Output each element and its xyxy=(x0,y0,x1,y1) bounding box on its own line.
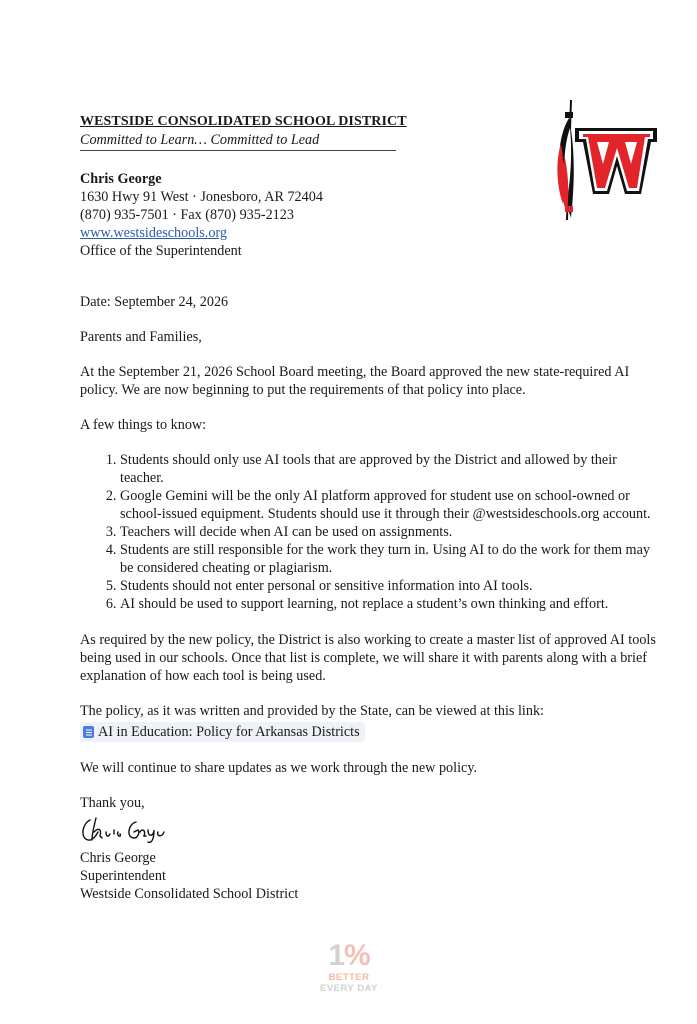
list-item: 1. Students should only use AI tools that are approved by the District and allowed by their teacher. xyxy=(120,451,660,487)
letter-body xyxy=(80,293,660,903)
policy-link-chip[interactable] xyxy=(80,722,365,742)
footer-number: 1 xyxy=(328,939,344,972)
sender-office: Office of the Superintendent xyxy=(80,243,242,259)
signature-org: Westside Consolidated School District xyxy=(80,886,299,903)
footer-better: BETTER xyxy=(328,972,370,983)
letter-date: Date: September 24, 2026 xyxy=(80,294,229,310)
closing: Thank you, xyxy=(80,795,145,812)
policy-line: The policy, as it was written and provided by the State, can be viewed at this link: xyxy=(80,703,544,719)
master-list-paragraph: As required by the new policy, the District is also working to create a master list of approved AI tools being used in our schools. Once that list is complete, we will share it with parents along with a brief explanation of how each tool is being used. xyxy=(80,632,656,684)
westside-w-feather-logo xyxy=(551,98,661,224)
footer-percent-sign: % xyxy=(344,939,370,972)
salutation: Parents and Families, xyxy=(80,329,202,345)
footer-one-percent xyxy=(310,940,388,972)
list-intro: A few things to know: xyxy=(80,417,207,433)
policy-link-label[interactable]: AI in Education: Policy for Arkansas Districts xyxy=(98,724,360,741)
better-every-day-logo xyxy=(310,940,388,994)
sender-block xyxy=(80,170,520,260)
sender-address: 1630 Hwy 91 West · Jonesboro, AR 72404 xyxy=(80,189,323,205)
website-link[interactable]: www.westsideschools.org xyxy=(80,225,227,241)
handwritten-signature xyxy=(78,814,168,844)
policy-link-paragraph xyxy=(80,702,660,742)
policy-points-list xyxy=(80,451,660,613)
footer-every-day: EVERY DAY xyxy=(319,983,378,994)
intro-paragraph: At the September 21, 2026 School Board meeting, the Board approved the new state-required AI policy. We are now beginning to put the requirements of that policy into place. xyxy=(80,364,630,398)
list-item: 5. Students should not enter personal or sensitive information into AI tools. xyxy=(120,577,660,595)
signature-title: Superintendent xyxy=(80,868,166,885)
sender-name: Chris George xyxy=(80,171,162,187)
document-icon xyxy=(83,726,94,738)
list-item: 3. Teachers will decide when AI can be used on assignments. xyxy=(120,523,660,541)
list-item: 6. AI should be used to support learning, not replace a student’s own thinking and effort. xyxy=(120,595,660,613)
updates-paragraph: We will continue to share updates as we work through the new policy. xyxy=(80,760,478,777)
district-name: WESTSIDE CONSOLIDATED SCHOOL DISTRICT xyxy=(80,114,407,129)
header-divider xyxy=(80,150,396,151)
letterhead xyxy=(80,113,520,260)
list-item: 4. Students are still responsible for the work they turn in. Using AI to do the work for them may be considered cheating or plagiarism. xyxy=(120,541,660,577)
signature-name: Chris George xyxy=(80,850,156,867)
district-motto: Committed to Learn… Committed to Lead xyxy=(80,132,320,148)
sender-phone-fax: (870) 935-7501 · Fax (870) 935-2123 xyxy=(80,207,294,223)
list-item: 2. Google Gemini will be the only AI platform approved for student use on school-owned or school-issued equipment. Students should use it through their @westsideschools.org account. xyxy=(120,487,660,523)
